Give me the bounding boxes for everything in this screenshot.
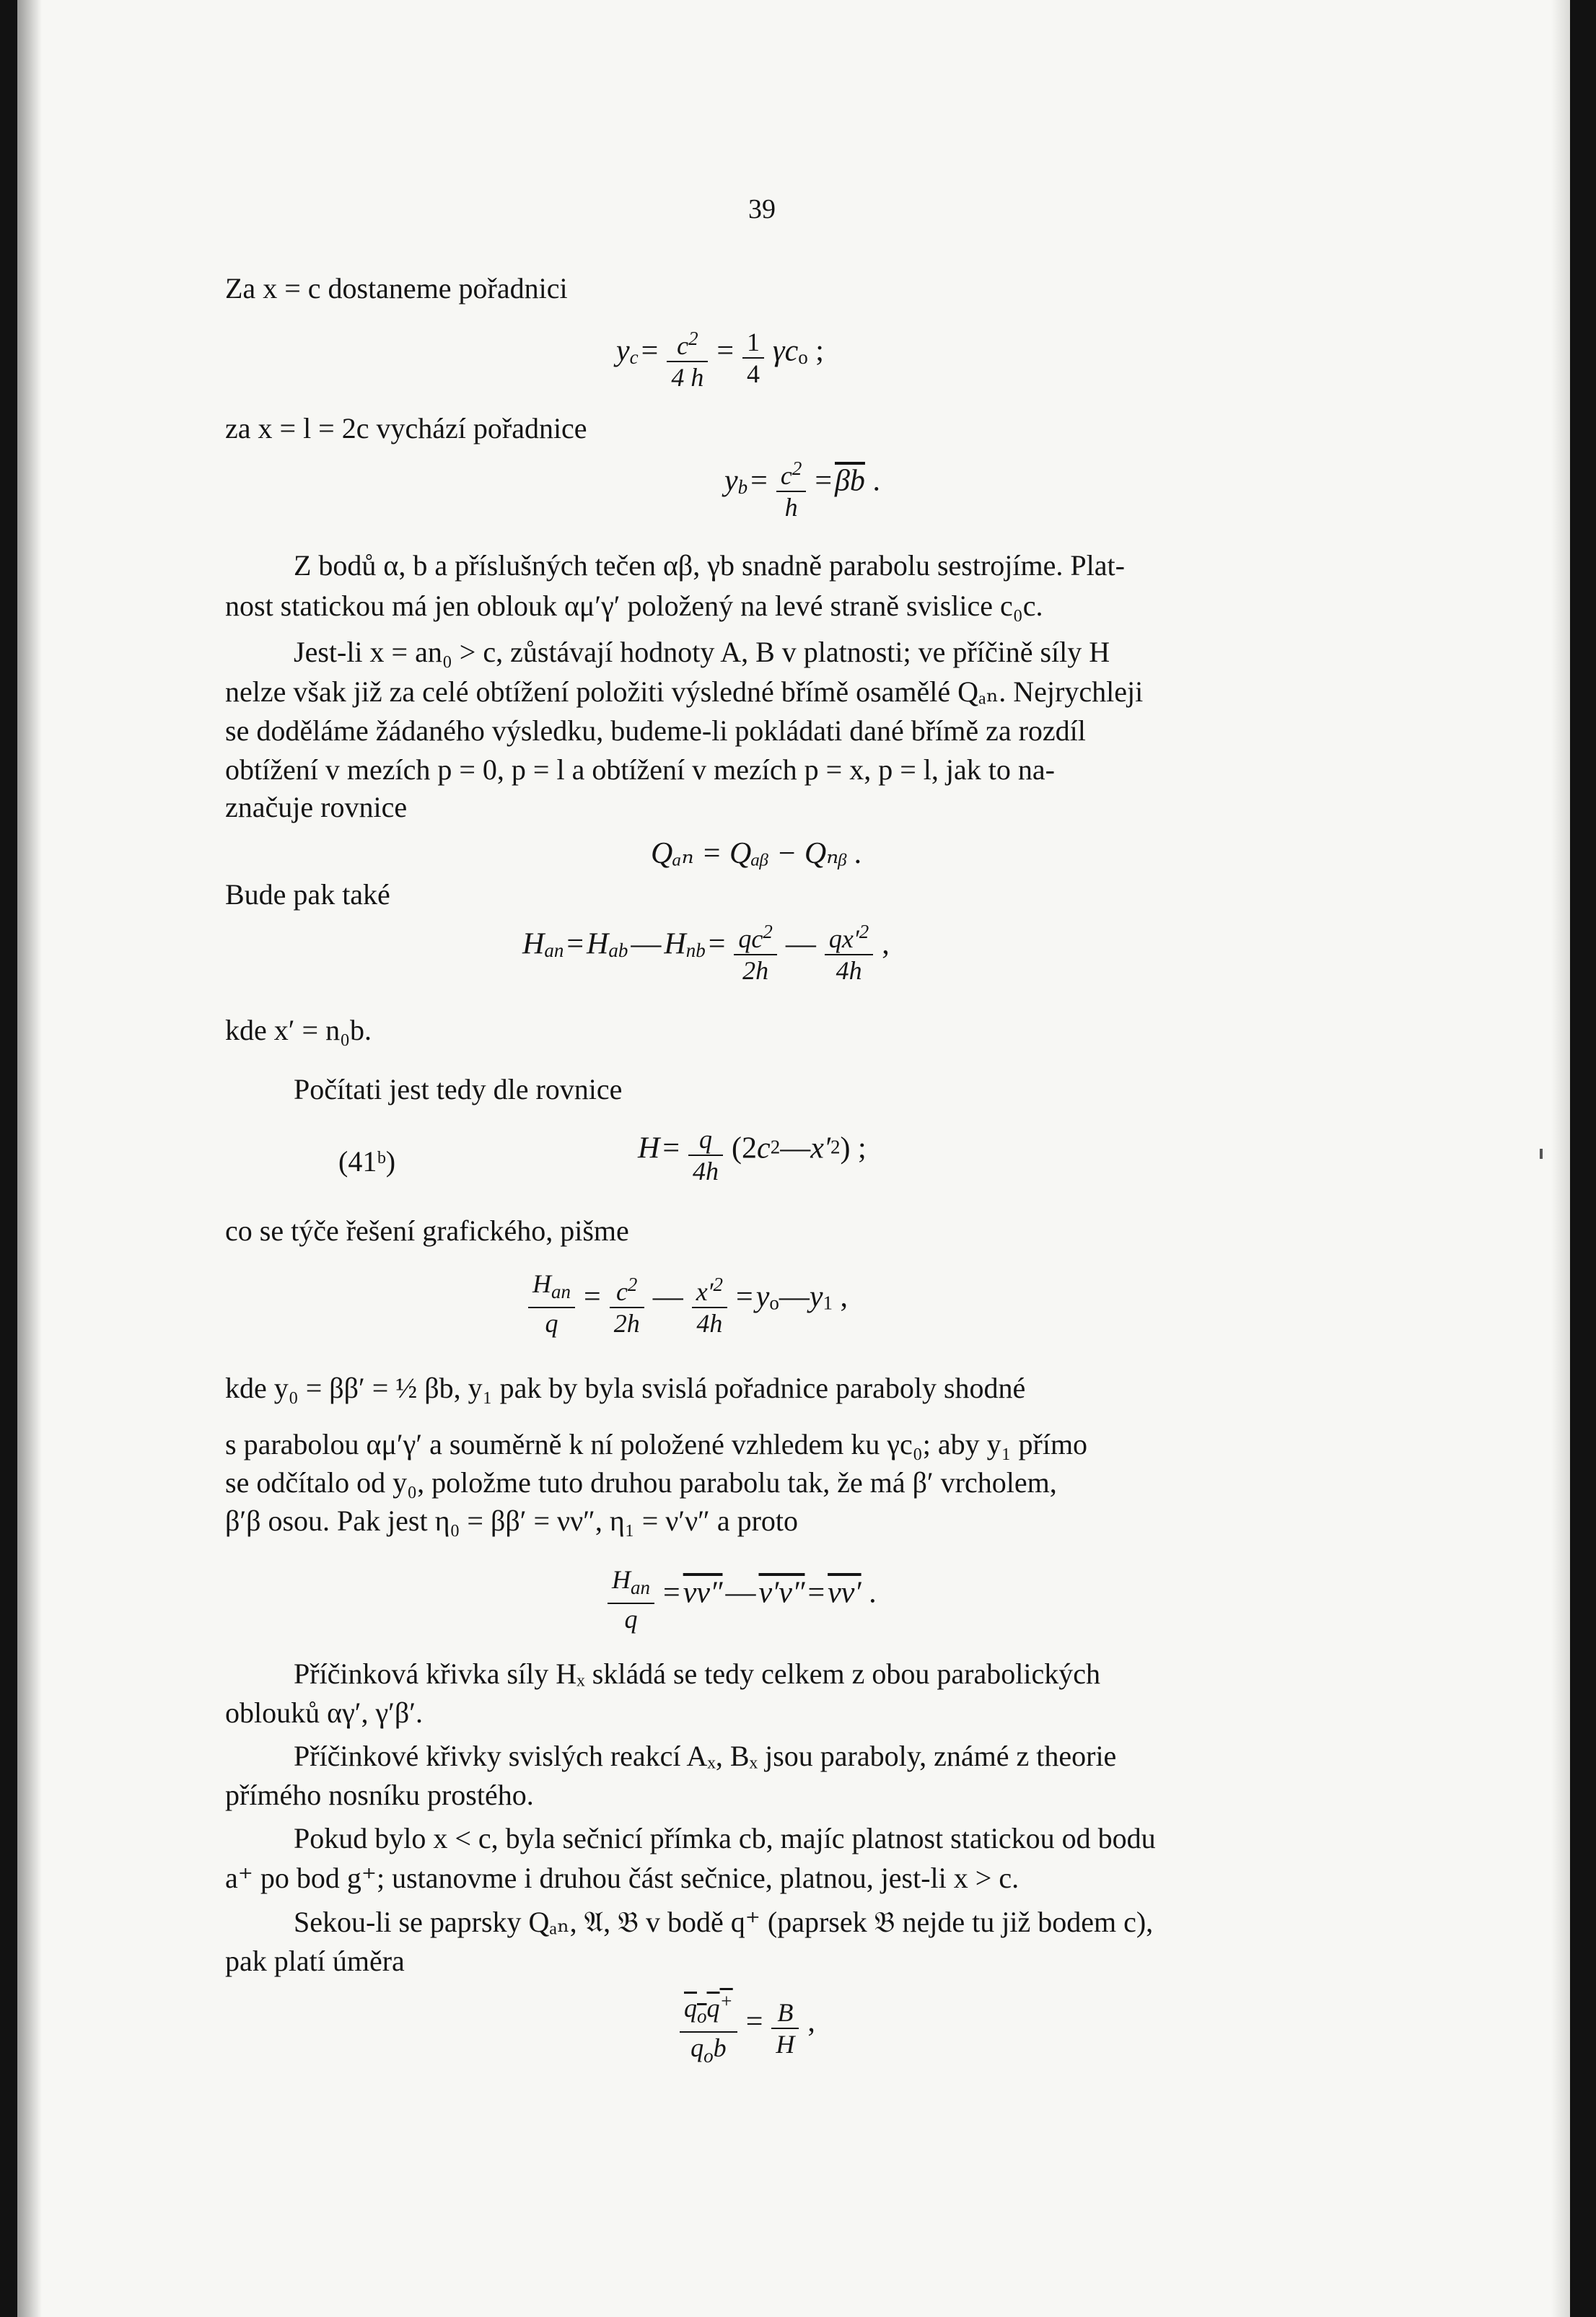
page-number: 39 <box>748 194 776 224</box>
text-line-11: kde x′ = n₀b. <box>225 1014 372 1046</box>
text-line-12: Počítati jest tedy dle rovnice <box>294 1073 623 1105</box>
scan-speck <box>1540 1149 1543 1159</box>
text-line-15: s parabolou αμ′γ′ a souměrně k ní položené vzhledem ku γc₀; aby y₁ přímo <box>225 1428 1088 1460</box>
text-line-20: Příčinkové křivky svislých reakcí Aₓ, Bₓ jsou paraboly, známé z theorie <box>294 1740 1117 1772</box>
text-line-9: značuje rovnice <box>225 791 408 823</box>
text-line-10: Bude pak také <box>225 878 390 911</box>
equation-yc: yc = $\frac{c^2}{4 h}$ = $\frac{1}{4}$ γco ; <box>616 323 824 393</box>
text-line-13: co se týče řešení grafického, pišme <box>225 1214 629 1247</box>
text-line-24: Sekou-li se paprsky Qₐₙ, 𝔄, 𝔅 v bodě q⁺ (paprsek 𝔅 nejde tu již bodem c), <box>294 1906 1154 1938</box>
text-line-1 <box>225 270 568 307</box>
equation-ratio: $\frac{q_oq^+}{q_ob}$ = $\frac{B}{H}$ , <box>674 1986 815 2071</box>
text-line-6: nelze však již za celé obtížení položiti výsledné břímě osamělé Qₐₙ. Nejrychleji <box>225 675 1144 708</box>
text-line-4: nost statickou má jen oblouk αμ′γ′ položený na levé straně svislice c₀c. <box>225 590 1043 622</box>
equation-qan: Qₐₙ = Qₐᵦ − Qₙᵦ . <box>651 837 863 870</box>
text-line-25: pak platí úměra <box>225 1945 405 1977</box>
text-line-23: a⁺ po bod g⁺; ustanovme i druhou část sečnice, platnou, jest-li x > c. <box>225 1862 1020 1894</box>
text-line-19: oblouků αγ′, γ′β′. <box>225 1696 424 1729</box>
text-line-18: Příčinková křivka síly Hₓ skládá se tedy celkem z obou parabolických <box>294 1657 1100 1690</box>
text-line-7: se doděláme žádaného výsledku, budeme-li pokládati dané břímě za rozdíl <box>225 714 1086 747</box>
equation-yb: yb = $\frac{c^2}{h}$ = $\overline{\beta b}$ . <box>724 453 880 522</box>
text-line-2: za x = l = 2c vychází pořadnice <box>225 412 587 444</box>
text-line-22: Pokud bylo x < c, byla sečnicí přímka cb, majíc platnost statickou od bodu <box>294 1822 1156 1854</box>
text-line-16: se odčítalo od y₀, položme tuto druhou parabolu tak, že má β′ vrcholem, <box>225 1466 1057 1499</box>
equation-41b: H = $\frac{q}{4h}$ (2c2—x′2) ; <box>638 1125 867 1186</box>
page-right-shade <box>1551 0 1570 2317</box>
book-page <box>17 0 1570 2317</box>
equation-han-over-q: $\frac{H_{an}}{q}$ = $\frac{c^2}{2h}$ — $\frac{x'^2}{4h}$ = yo—y1 , <box>522 1269 848 1339</box>
page-edge-shadow <box>17 0 42 2317</box>
text-line-17: β′β osou. Pak jest η₀ = ββ′ = νν″, η₁ = ν′ν″ a proto <box>225 1504 799 1537</box>
text-line-21: přímého nosníku prostého. <box>225 1779 534 1811</box>
equation-nu: $\frac{H_{an}}{q}$ = νν″ — ν′ν″ = νν′ . <box>602 1564 877 1634</box>
text-line-5: Jest-li x = an₀ > c, zůstávají hodnoty A, B v platnosti; ve příčině síly H <box>294 636 1110 668</box>
equation-label-41b: (41ᵇ) <box>338 1145 396 1178</box>
text-line-8: obtížení v mezích p = 0, p = l a obtížení v mezích p = x, p = l, jak to na- <box>225 753 1055 786</box>
equation-han: Han = Hab — Hnb = $\frac{qc^2}{2h}$ — $\frac{qx'^2}{4h}$ , <box>522 916 890 986</box>
text-line-3: Z bodů α, b a příslušných tečen αβ, γb snadně parabolu sestrojíme. Plat- <box>294 549 1125 582</box>
text-line-14: kde y₀ = ββ′ = ½ βb, y₁ pak by byla svislá pořadnice paraboly shodné <box>225 1372 1026 1404</box>
line-1-text: Za x = c dostaneme pořadnici <box>225 272 568 305</box>
